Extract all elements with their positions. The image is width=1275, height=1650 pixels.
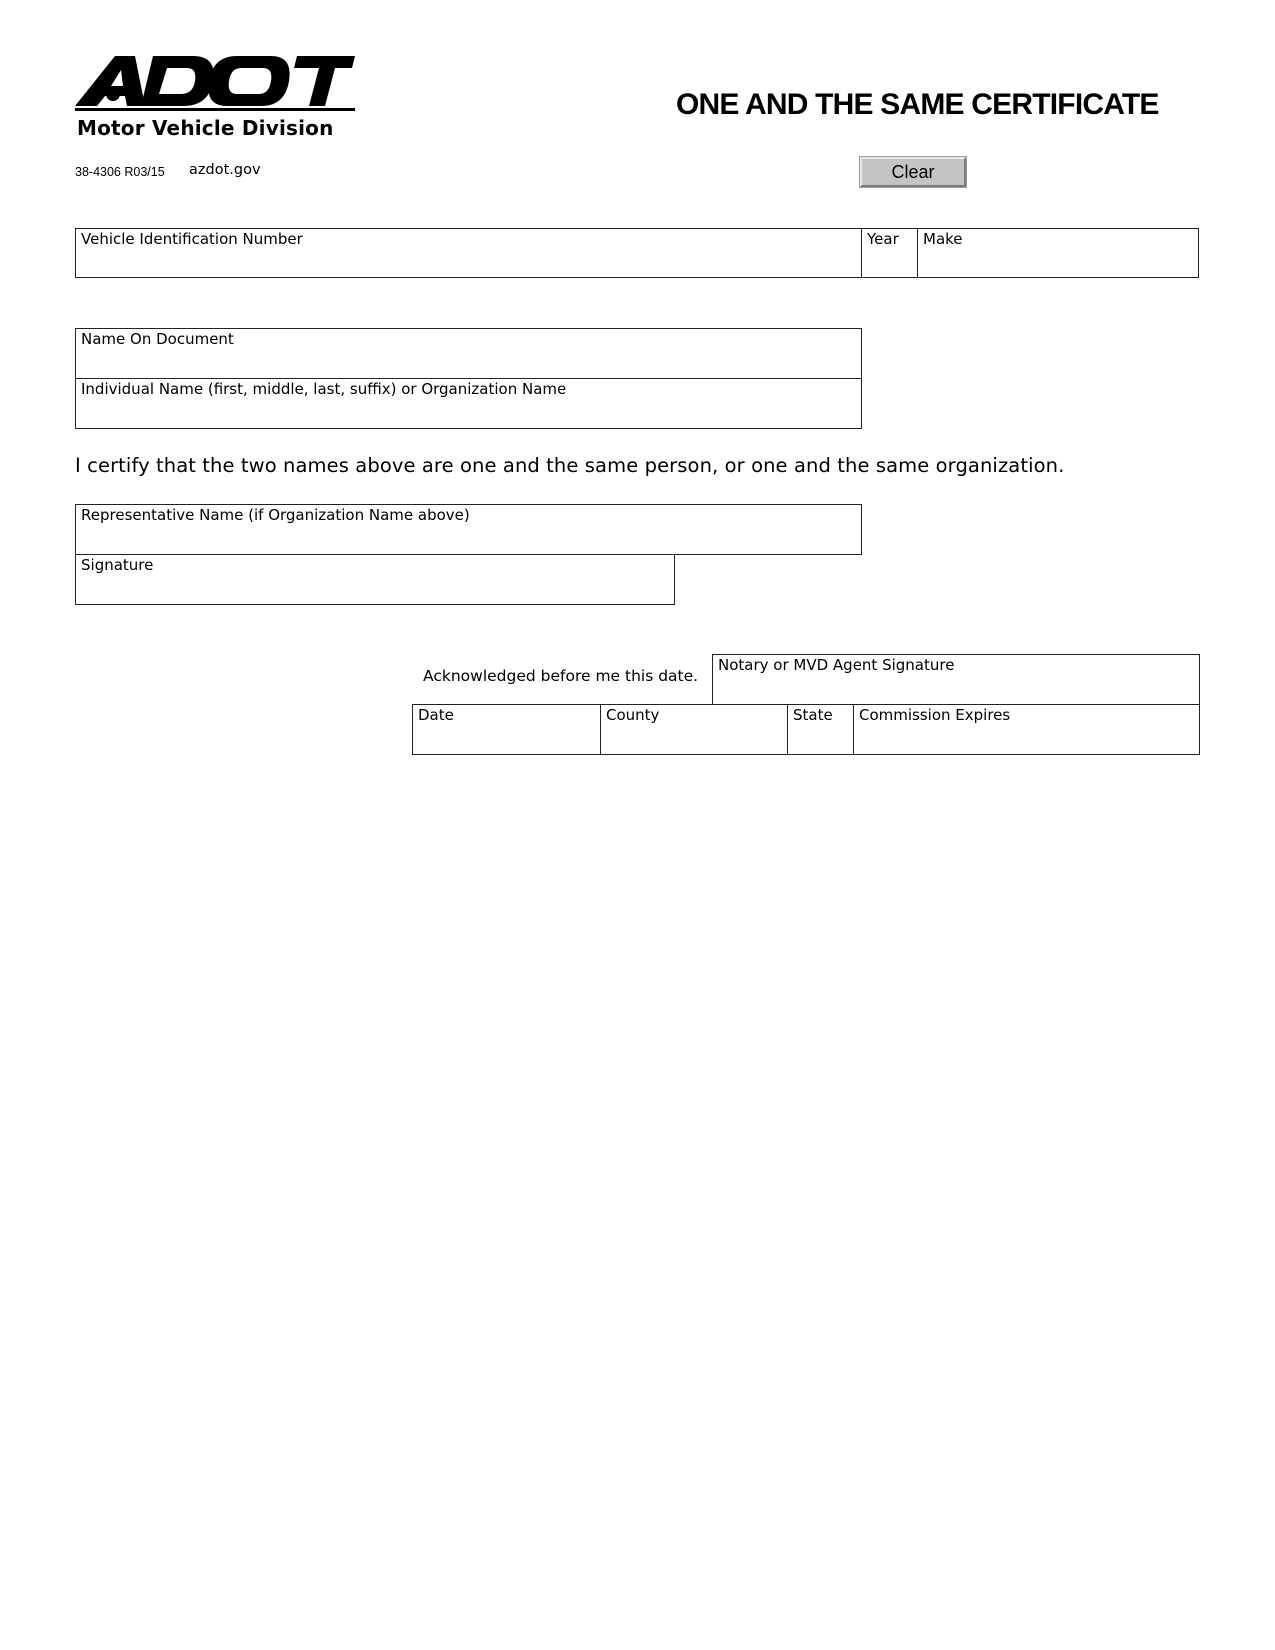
year-field[interactable] [861, 228, 918, 278]
name-on-document-field[interactable] [75, 328, 862, 379]
adot-logo [75, 54, 355, 144]
representative-name-input[interactable] [80, 529, 857, 551]
notary-signature-label: Notary or MVD Agent Signature [718, 656, 955, 674]
representative-name-label: Representative Name (if Organization Name above) [81, 506, 470, 524]
commission-expires-field[interactable] [853, 704, 1200, 755]
date-input[interactable] [417, 729, 596, 751]
make-field[interactable] [917, 228, 1199, 278]
website-link[interactable]: azdot.gov [189, 162, 261, 178]
name-on-document-label: Name On Document [81, 330, 234, 348]
state-field[interactable] [787, 704, 854, 755]
individual-name-label: Individual Name (first, middle, last, suffix) or Organization Name [81, 380, 567, 398]
year-label: Year [867, 230, 899, 248]
notary-signature-input[interactable] [717, 679, 1195, 701]
individual-name-field[interactable] [75, 378, 862, 429]
notary-signature-field[interactable] [712, 654, 1200, 705]
vin-field[interactable] [75, 228, 862, 278]
representative-name-field[interactable] [75, 504, 862, 555]
signature-input[interactable] [80, 579, 670, 601]
signature-field[interactable] [75, 554, 675, 605]
signature-label: Signature [81, 556, 154, 574]
county-field[interactable] [600, 704, 788, 755]
county-input[interactable] [605, 729, 783, 751]
individual-name-input[interactable] [80, 403, 857, 425]
make-input[interactable] [922, 252, 1194, 274]
state-input[interactable] [792, 729, 849, 751]
form-number: 38-4306 R03/15 [75, 165, 165, 179]
date-label: Date [418, 706, 454, 724]
certification-statement: I certify that the two names above are one and the same person, or one and the same organization. [75, 454, 1065, 477]
state-label: State [793, 706, 833, 724]
county-label: County [606, 706, 660, 724]
date-field[interactable] [412, 704, 601, 755]
make-label: Make [923, 230, 963, 248]
commission-expires-input[interactable] [858, 729, 1195, 751]
year-input[interactable] [866, 252, 913, 274]
vin-label: Vehicle Identification Number [81, 230, 303, 248]
logo-subtitle: Motor Vehicle Division [77, 116, 334, 140]
acknowledged-text: Acknowledged before me this date. [423, 667, 699, 685]
commission-expires-label: Commission Expires [859, 706, 1011, 724]
clear-button[interactable]: Clear [860, 157, 966, 187]
vin-input[interactable] [80, 252, 857, 274]
form-title: ONE AND THE SAME CERTIFICATE [676, 88, 1159, 121]
adot-logo-mark [75, 54, 355, 114]
name-on-document-input[interactable] [80, 353, 857, 375]
